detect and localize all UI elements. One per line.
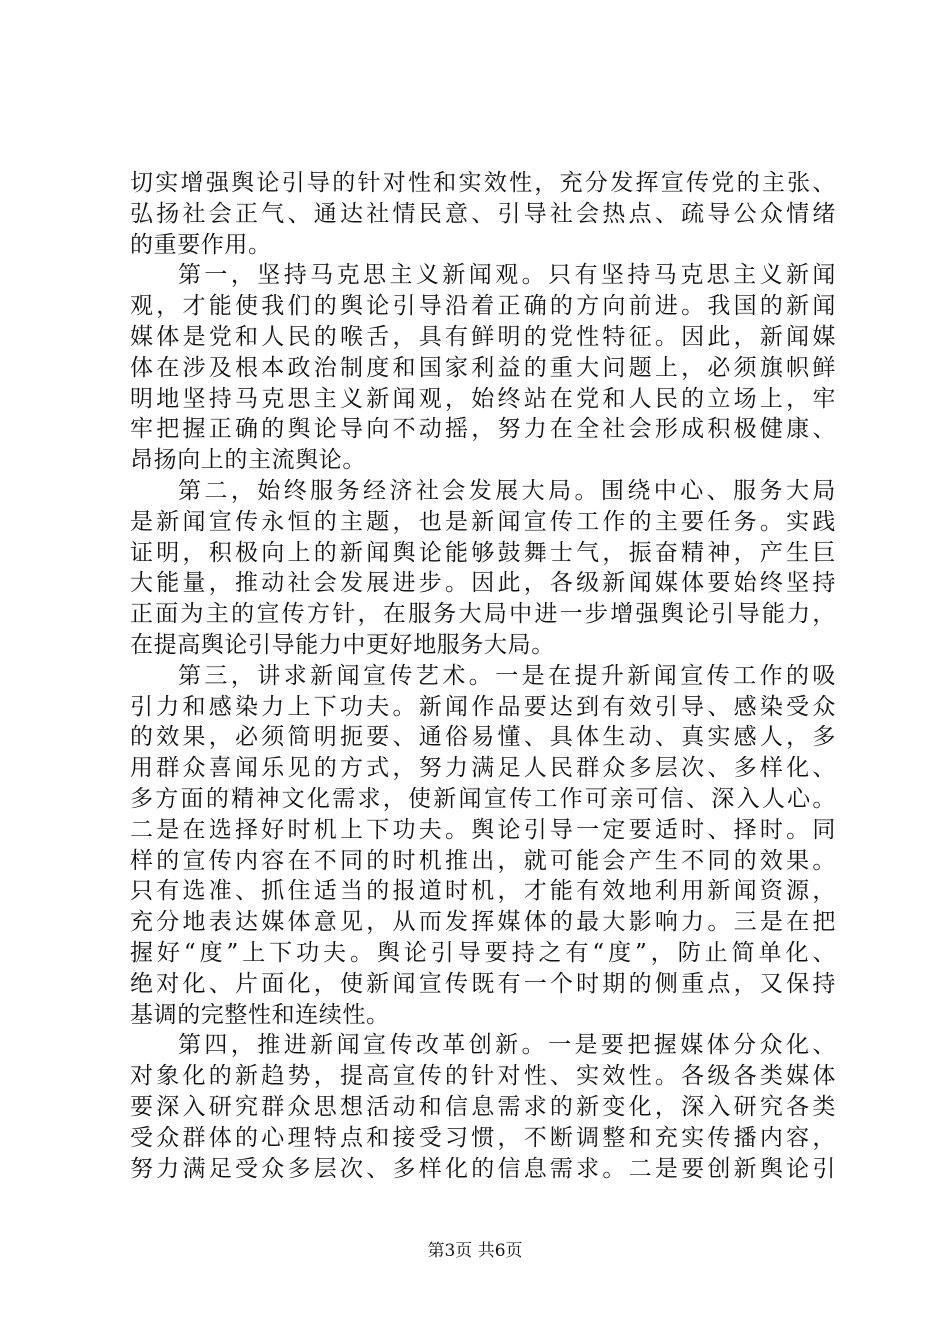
text-line: 媒体是党和人民的喉舌，具有鲜明的党性特征。因此，新闻媒 [130,323,836,350]
text-line: 对象化的新趋势，提高宣传的针对性、实效性。各级各类媒体 [130,1063,836,1090]
text-line: 多方面的精神文化需求，使新闻宣传工作可亲可信、深入人心。 [130,785,836,812]
text-line: 昂扬向上的主流舆论。 [130,447,366,474]
text-line: 第二，始终服务经济社会发展大局。围绕中心、服务大局 [178,477,836,504]
text-line: 受众群体的心理特点和接受习惯，不断调整和充实传播内容， [130,1124,836,1151]
text-line: 只有选准、抓住适当的报道时机，才能有效地利用新闻资源， [130,878,836,905]
text-line: 握好“度”上下功夫。舆论引导要持之有“度”，防止简单化、 [130,939,836,966]
text-line: 的重要作用。 [130,231,272,258]
text-line: 充分地表达媒体意见，从而发挥媒体的最大影响力。三是在把 [130,909,836,936]
text-line: 第四，推进新闻宣传改革创新。一是要把握媒体分众化、 [178,1032,836,1059]
text-line: 第三，讲求新闻宣传艺术。一是在提升新闻宣传工作的吸 [178,662,836,689]
page-footer: 第3页 共6页 [427,1241,523,1261]
text-line: 基调的完整性和连续性。 [130,1001,390,1028]
body-text [130,168,836,1184]
text-line: 切实增强舆论引导的针对性和实效性，充分发挥宣传党的主张、 [130,170,836,196]
text-line: 牢把握正确的舆论导向不动摇，努力在全社会形成积极健康、 [130,416,836,443]
text-line: 用群众喜闻乐见的方式，努力满足人民群众多层次、多样化、 [130,755,836,782]
text-line: 第一，坚持马克思主义新闻观。只有坚持马克思主义新闻 [178,262,836,289]
text-line: 在提高舆论引导能力中更好地服务大局。 [130,631,555,658]
text-line: 绝对化、片面化，使新闻宣传既有一个时期的侧重点，又保持 [130,970,836,997]
text-line: 的效果，必须简明扼要、通俗易懂、具体生动、真实感人，多 [130,724,836,751]
text-line: 是新闻宣传永恒的主题，也是新闻宣传工作的主要任务。实践 [130,508,836,535]
text-line: 引力和感染力上下功夫。新闻作品要达到有效引导、感染受众 [130,693,836,720]
text-line: 体在涉及根本政治制度和国家利益的重大问题上，必须旗帜鲜 [130,354,836,381]
text-line: 弘扬社会正气、通达社情民意、引导社会热点、疏导公众情绪 [130,200,836,227]
text-line: 明地坚持马克思主义新闻观，始终站在党和人民的立场上，牢 [130,385,836,412]
text-line: 努力满足受众多层次、多样化的信息需求。二是要创新舆论引 [130,1155,836,1182]
text-line: 观，才能使我们的舆论引导沿着正确的方向前进。我国的新闻 [130,293,836,320]
text-line: 二是在选择好时机上下功夫。舆论引导一定要适时、择时。同 [130,816,836,843]
text-line: 样的宣传内容在不同的时机推出，就可能会产生不同的效果。 [130,847,836,874]
text-line: 正面为主的宣传方针，在服务大局中进一步增强舆论引导能力， [130,601,836,628]
text-line: 证明，积极向上的新闻舆论能够鼓舞士气，振奋精神，产生巨 [130,539,836,566]
text-line: 大能量，推动社会发展进步。因此，各级新闻媒体要始终坚持 [130,570,836,597]
text-line: 要深入研究群众思想活动和信息需求的新变化，深入研究各类 [130,1093,836,1120]
